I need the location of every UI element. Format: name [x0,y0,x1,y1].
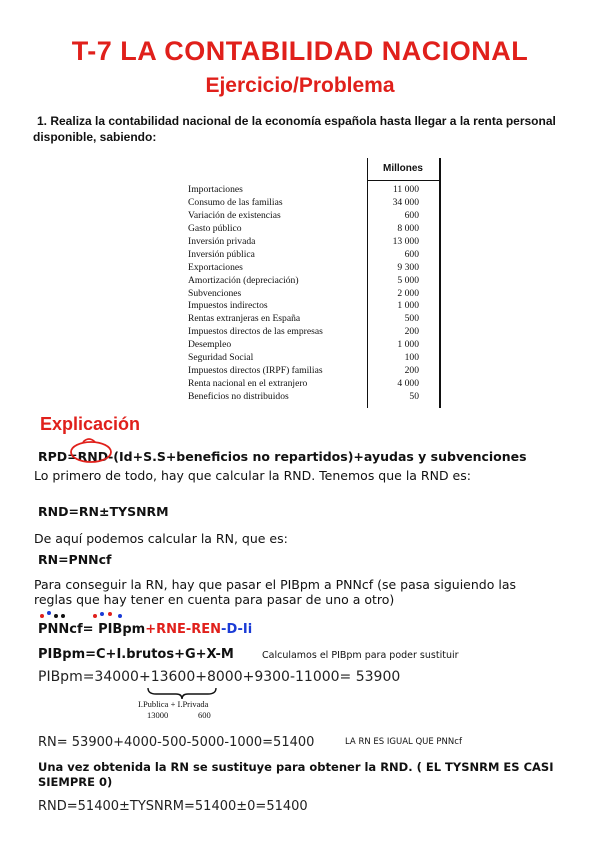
row-label: Variación de existencias [188,209,281,221]
row-label: Beneficios no distribuidos [188,391,289,402]
row-label: Inversión privada [188,235,256,247]
row-value: 13 000 [392,235,419,247]
table-row [186,288,444,301]
row-label: Consumo de las familias [188,196,283,208]
paragraph-3: Para conseguir la RN, hay que pasar el PIBpm a PNNcf (se pasa siguiendo las reglas que hay tener en cuenta para pasar de uno a otro) [34,577,517,607]
table-row [186,352,444,365]
table-row [186,249,444,262]
row-value: 2 000 [397,287,419,299]
row-label: Amortización (depreciación) [188,274,299,286]
row-value: 1 000 [397,300,419,312]
table-row [186,378,444,391]
brace-annotation [146,686,218,700]
row-value: 34 000 [392,196,419,208]
rpd-formula [38,449,527,464]
table-row [186,313,444,326]
row-label: Exportaciones [188,261,243,273]
red-circle-annotation [73,440,113,466]
row-label: Desempleo [188,339,232,351]
rpd-prefix: RPD= [38,449,78,464]
row-value: 600 [404,209,419,221]
formula-rn: RN=PNNcf [38,552,112,567]
table-rows [186,184,444,404]
brace-label-1: I.Publica + I.Privada [138,699,209,709]
pibpm-note: Calculamos el PIBpm para poder sustituir [262,650,459,661]
table-row [186,236,444,249]
pnncf-black: PNNcf= PIBpm [38,622,146,637]
brace-label-13000: 13000 [147,710,169,720]
explicacion-heading: Explicación [40,414,141,434]
row-label: Inversión pública [188,248,255,260]
table-row [186,197,444,210]
row-value: 600 [404,248,419,260]
table-row [186,339,444,352]
table-row [186,262,444,275]
row-label: Impuestos directos (IRPF) familias [188,365,323,377]
row-value: 11 000 [392,184,419,195]
table-row [186,365,444,378]
page-subtitle: Ejercicio/Problema [205,74,395,97]
row-label: Gasto público [188,222,242,234]
calc-part-b: 13600 [150,669,196,685]
rnd-term: RND [77,449,109,464]
calc-part-c: +8000+9300-11000= 53900 [195,669,401,685]
question-text: 1. Realiza la contabilidad nacional de la economía española hasta llegar a la renta personal disponible, sabiendo: [33,114,556,144]
formula-pnncf [38,622,252,637]
row-value: 5 000 [397,274,419,286]
brace-label-600: 600 [198,710,211,720]
row-value: 500 [404,313,419,325]
table-row [186,275,444,288]
data-table [186,158,444,410]
rn-calculation: RN= 53900+4000-500-5000-1000=51400 [38,735,315,750]
row-value: 9 300 [397,261,419,273]
row-label: Seguridad Social [188,352,254,364]
rnd-calculation: RND=51400±TYSNRM=51400±0=51400 [38,799,308,814]
table-row [186,184,444,197]
row-value: 8 000 [397,222,419,234]
pnncf-blue: -D-Ii [221,622,253,637]
table-row [186,391,444,404]
row-label: Subvenciones [188,287,242,299]
table-row [186,300,444,313]
table-row [186,210,444,223]
calc-part-a: PIBpm=34000+ [38,669,151,685]
table-header: Millones [367,158,439,181]
rnd-circled [78,449,108,464]
row-value: 100 [404,352,419,364]
formula-rnd: RND=RN±TYSNRM [38,504,169,519]
rn-note: LA RN ES IGUAL QUE PNNcf [345,737,462,747]
row-label: Renta nacional en el extranjero [188,378,308,390]
paragraph-4: Una vez obtenida la RN se sustituye para obtener la RND. ( EL TYSNRM ES CASI SIEMPRE 0) [38,760,554,789]
row-value: 1 000 [397,339,419,351]
row-label: Importaciones [188,184,243,195]
rpd-rest: -(Id+S.S+beneficios no repartidos)+ayudas y subvenciones [108,449,527,464]
formula-pibpm: PIBpm=C+I.brutos+G+X-M [38,647,234,662]
row-value: 200 [404,326,419,338]
row-value: 200 [404,365,419,377]
row-label: Impuestos indirectos [188,300,268,312]
table-row [186,223,444,236]
paragraph-1: Lo primero de todo, hay que calcular la RND. Tenemos que la RND es: [34,468,471,483]
paragraph-2: De aquí podemos calcular la RN, que es: [34,531,288,546]
pnncf-red: +RNE-REN [145,622,222,637]
table-row [186,326,444,339]
pibpm-calculation [38,669,400,685]
row-value: 50 [409,391,419,402]
row-label: Impuestos directos de las empresas [188,326,323,338]
row-label: Rentas extranjeras en España [188,313,301,325]
page-title: T-7 LA CONTABILIDAD NACIONAL [71,36,529,66]
row-value: 4 000 [397,378,419,390]
